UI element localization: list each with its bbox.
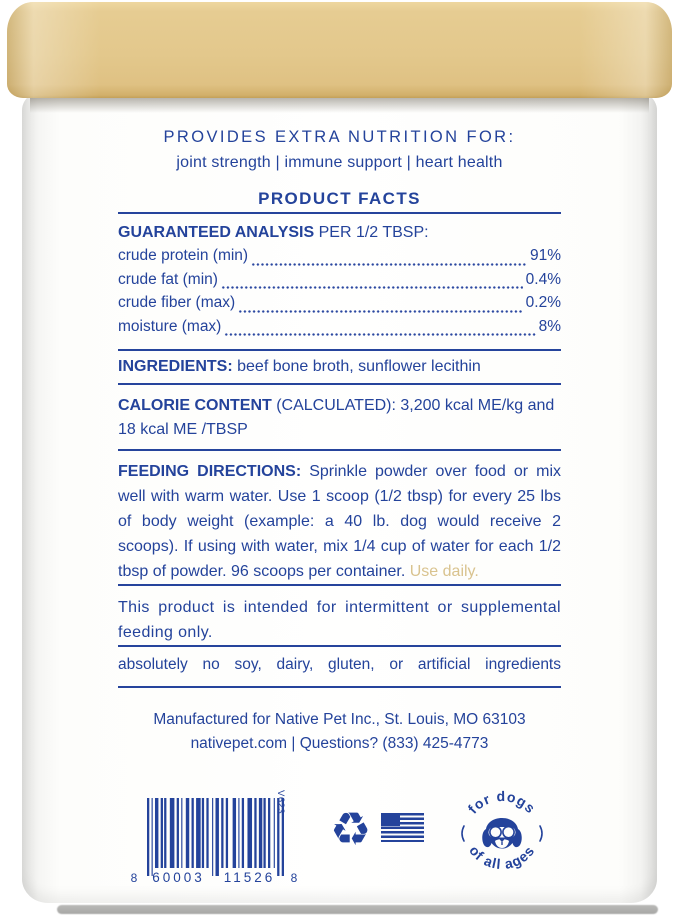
analysis-label: crude fat (min) [118, 270, 218, 288]
analysis-label: moisture (max) [118, 317, 222, 335]
analysis-value: 0.2% [525, 294, 561, 311]
guaranteed-analysis-table [118, 247, 561, 341]
analysis-label: crude protein (min) [118, 247, 249, 264]
dotted-leader [251, 262, 527, 267]
analysis-value: 8% [538, 317, 561, 335]
product-facts-title: PRODUCT FACTS [258, 189, 421, 208]
section-divider [118, 645, 561, 647]
badge-left-dash [462, 826, 464, 841]
manufacturer-info [118, 708, 561, 756]
barcode-left-digit: 8 [130, 871, 138, 885]
ingredients-section [118, 358, 561, 376]
feeding-directions-section [118, 460, 561, 585]
section-divider [118, 212, 561, 214]
table-row [118, 294, 561, 318]
section-divider [118, 449, 561, 451]
barcode-right-digit: 8 [290, 871, 298, 885]
barcode-group-1: 60003 [152, 870, 205, 885]
us-flag-icon [381, 813, 424, 842]
feeding-label: FEEDING DIRECTIONS: [118, 463, 302, 480]
analysis-value: 91% [529, 247, 561, 264]
barcode-version-code: V623 [275, 790, 286, 815]
section-divider [118, 383, 561, 385]
flag-canton [381, 813, 400, 826]
dog-face-icon [482, 818, 521, 849]
dotted-leader [221, 285, 523, 290]
svg-text:for dogs [464, 788, 539, 817]
provides-heading: PROVIDES EXTRA NUTRITION FOR: [163, 128, 516, 146]
container-bottom-shadow [57, 905, 658, 914]
calorie-content-section [118, 394, 561, 442]
section-divider [118, 686, 561, 688]
calorie-text: (CALCULATED): 3,200 kcal ME/kg and 18 kcal ME /TBSP [118, 397, 555, 438]
intermittent-feeding-disclaimer: This product is intended for intermittent or supplemental feeding only. [118, 599, 561, 641]
section-divider [118, 584, 561, 586]
table-row [118, 247, 561, 271]
table-row [118, 271, 561, 295]
no-artificial-ingredients-claim: absolutely no soy, dairy, gluten, or artificial ingredients [118, 656, 561, 673]
feeding-text: Sprinkle powder over food or mix well with warm water. Use 1 scoop (1/2 tbsp) for every 25 lbs of body weight (example: a 40 lb. dog would receive 2 scoops). If using with water, mix 1/4 cup of water for each 1/2 tbsp of powder. 96 scoops per container. [118, 463, 562, 580]
ga-heading-rest: PER 1/2 TBSP: [314, 224, 429, 241]
contact-line: nativepet.com | Questions? (833) 425-4773 [190, 735, 489, 752]
section-divider [118, 349, 561, 351]
ga-heading-bold: GUARANTEED ANALYSIS [118, 224, 315, 241]
barcode-digits [125, 870, 303, 885]
badge-bottom-text: of all ages [466, 842, 538, 873]
badge-top-text: for dogs [464, 787, 540, 817]
barcode-group-2: 11526 [223, 870, 276, 885]
ingredients-label: INGREDIENTS: [118, 358, 233, 375]
calorie-label: CALORIE CONTENT [118, 397, 272, 414]
manufacturer-line: Manufactured for Native Pet Inc., St. Louis, MO 63103 [153, 711, 526, 728]
badge-right-dash [540, 826, 542, 841]
benefits-line: joint strength | immune support | heart health [176, 154, 503, 171]
analysis-value: 0.4% [525, 270, 561, 288]
dogs-all-ages-badge [453, 786, 551, 880]
dotted-leader [238, 309, 523, 314]
guaranteed-analysis-heading [118, 224, 561, 242]
table-row [118, 318, 561, 342]
ingredients-text: beef bone broth, sunflower lecithin [232, 358, 481, 375]
barcode-bars [147, 798, 284, 876]
use-daily-highlight: Use daily. [405, 562, 479, 580]
analysis-label: crude fiber (max) [118, 294, 236, 311]
lid-shadow [30, 98, 649, 113]
dotted-leader [224, 332, 535, 337]
container-lid [7, 2, 672, 98]
recycle-icon: ♻ [330, 803, 372, 855]
